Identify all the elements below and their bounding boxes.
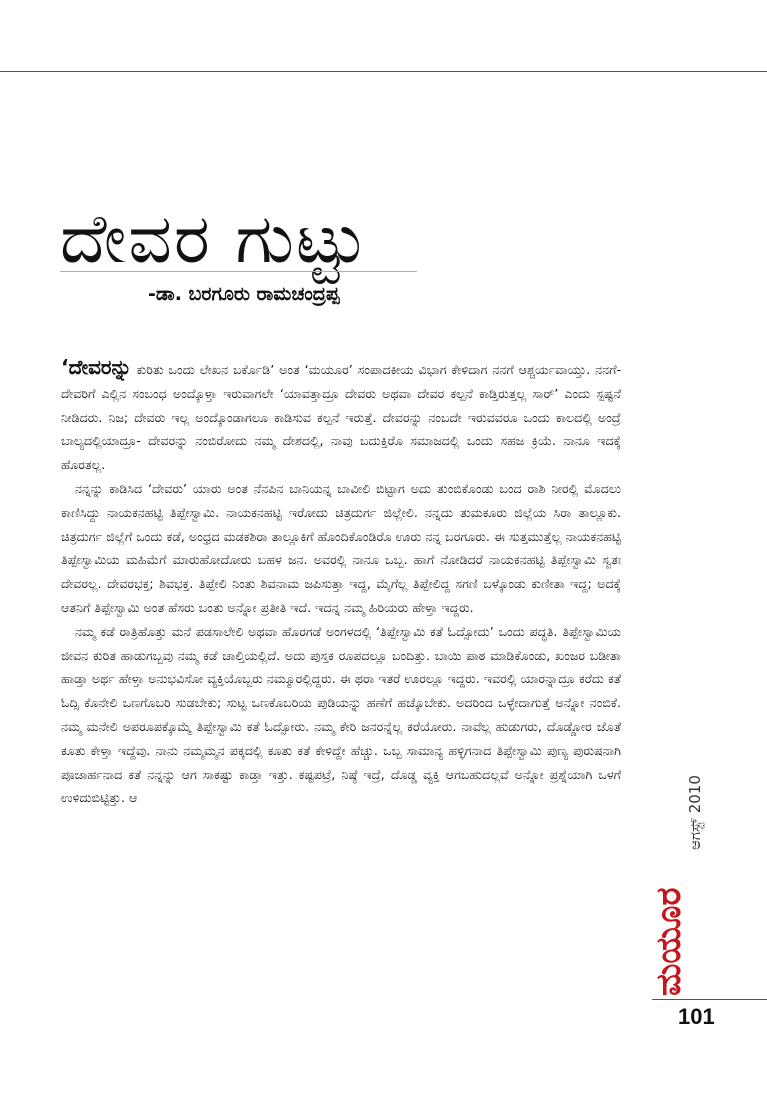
title-divider	[60, 271, 417, 272]
issue-date: ಆಗಸ್ಟ್ 2010	[686, 775, 704, 850]
lead-word: ‘ದೇವರನ್ನು	[61, 355, 132, 379]
paragraph-3: ನಮ್ಮ ಕಡೆ ರಾತ್ರಿಹೊತ್ತು ಮನೆ ಪಡಸಾಲೇಲಿ ಅಥವಾ ಹೊರಗಡೆ ಅಂಗಳದಲ್ಲಿ ‘ತಿಪ್ಪೇಸ್ವಾಮಿ ಕತೆ ಓದ್ಸೋದು’ ಒಂದು ಪದ್ಧತಿ. ತಿಪ್ಪೇಸ್ವಾಮಿಯ ಜೀವನ ಕುರಿತ ಹಾಡುಗಬ್ಬವು ನಮ್ಮ ಕಡೆ ಚಾಲ್ತಿಯಲ್ಲಿದೆ. ಅದು ಪುಸ್ತಕ ರೂಪದಲ್ಲೂ ಬಂದಿತ್ತು. ಬಾಯಿ ಪಾಠ ಮಾಡಿಕೊಂಡು, ಖಂಜರ ಬಡೀತಾ ಹಾಡ್ತಾ ಅರ್ಥ ಹೇಳ್ತಾ ಅನುಭವಿಸೋ ವ್ಯಕ್ತಿಯೊಬ್ಬರು ನಮ್ಮೂರಲ್ಲಿದ್ದರು. ಈ ಥರಾ ಇತರೆ ಊರಲ್ಲೂ ಇದ್ದರು. ಇವರಲ್ಲಿ ಯಾರನ್ನಾದ್ರೂ ಕರೆದು ಕತೆ ಓದ್ಸಿ ಕೊನೇಲಿ ಒಣಗೊಬರಿ ಸುಡಬೇಕು; ಸುಟ್ಟ ಒಣಕೊಬರಿಯ ಪುಡಿಯನ್ನು ಹಣೆಗೆ ಹಚ್ಕೊಬೇಕು. ಅದರಿಂದ ಒಳ್ಳೇದಾಗುತ್ತೆ ಅನ್ನೋ ನಂಬಿಕೆ. ನಮ್ಮ ಮನೇಲಿ ಅಪರೂಪಕ್ಕೊಮ್ಮೆ ತಿಪ್ಪೇಸ್ವಾಮಿ ಕತೆ ಓದ್ಸೋರು. ನಮ್ಮ ಕೇರಿ ಜನರನ್ನೆಲ್ಲ ಕರೆಯೋರು. ನಾವೆಲ್ಲ ಹುಡುಗರು, ದೊಡ್ಡೋರ ಜೊತೆ ಕೂತು ಕೇಳ್ತಾ ಇದ್ದೆವು. ನಾನು ನಮ್ಮಮ್ಮನ ಪಕ್ಕದಲ್ಲಿ ಕೂತು ಕತೆ ಕೇಳಿದ್ದೇ ಹೆಚ್ಚು. ಒಬ್ಬ ಸಾಮಾನ್ಯ ಹಳ್ಳಿಗನಾದ ತಿಪ್ಪೇಸ್ವಾಮಿ ಪುಣ್ಯ ಪುರುಷನಾಗಿ ಪೂಜಾರ್ಹನಾದ ಕತೆ ನನ್ನನ್ನು ಆಗ ಸಾಕಷ್ಟು ಕಾಡ್ತಾ ಇತ್ತು. ಕಷ್ಟಪಟ್ರೆ, ನಿಷ್ಠೆ ಇದ್ರೆ, ದೊಡ್ಡ ವ್ಯಕ್ತಿ ಆಗಬಹುದಲ್ಲವೆ ಅನ್ನೋ ಪ್ರಶ್ನೆಯಾಗಿ ಒಳಗೆ ಉಳಿದುಬಿಟ್ಟಿತ್ತು. ಆ	[61, 623, 621, 806]
paragraph-1	[61, 357, 621, 477]
article-author: -ಡಾ. ಬರಗೂರು ರಾಮಚಂದ್ರಪ್ಪ	[148, 283, 340, 305]
top-rule	[0, 71, 767, 72]
paragraph-2: ನನ್ನನ್ನು ಕಾಡಿಸಿದ ‘ದೇವರು’ ಯಾರು ಅಂತ ನೆನಪಿನ ಬಾನಿಯನ್ನ ಬಾವೀಲಿ ಬಿಟ್ಟಾಗ ಅದು ತುಂಬಿಕೊಂಡು ಬಂದ ರಾಶಿ ನೀರಲ್ಲಿ ಮೊದಲು ಕಾಣಿಸಿದ್ದು ನಾಯಕನಹಟ್ಟಿ ತಿಪ್ಪೇಸ್ವಾಮಿ. ನಾಯಕನಹಟ್ಟಿ ಇರೋದು ಚಿತ್ರದುರ್ಗ ಜಿಲ್ಲೇಲಿ. ನನ್ನದು ತುಮಕೂರು ಜಿಲ್ಲೆಯ ಸಿರಾ ತಾಲ್ಲೂಕು. ಚಿತ್ರದುರ್ಗ ಜಿಲ್ಲೆಗೆ ಒಂದು ಕಡೆ, ಅಂಧ್ರದ ಮಡಕಶಿರಾ ತಾಲ್ಲೂಕಿಗೆ ಹೊಂದಿಕೊಂಡಿರೊ ಊರು ನನ್ನ ಬರಗೂರು. ಈ ಸುತ್ತಮುತ್ತೆಲ್ಲ ನಾಯಕನಹಟ್ಟಿ ತಿಪ್ಪೇಸ್ವಾಮಿಯ ಮಹಿಮೆಗೆ ಮಾರುಹೋದೋರು ಬಹಳ ಜನ. ಅವರಲ್ಲಿ ನಾನೂ ಒಬ್ಬ. ಹಾಗೆ ನೋಡಿದರೆ ನಾಯಕನಹಟ್ಟಿ ತಿಪ್ಪೇಸ್ವಾಮಿ ಸ್ವತಃ ದೇವರಲ್ಲ. ದೇವರಭಕ್ತ; ಶಿವಭಕ್ತ. ತಿಪ್ಪೇಲಿ ನಿಂತು ಶಿವನಾಮ ಜಪಿಸುತ್ತಾ ಇದ್ದ, ಮೈಗೆಲ್ಲ ತಿಪ್ಪೇಲಿದ್ದ ಸಗಣಿ ಬಳ್ಕೊಂಡು ಕುಣೀತಾ ಇದ್ದ; ಅದಕ್ಕೆ ಆತನಿಗೆ ತಿಪ್ಪೇಸ್ವಾಮಿ ಅಂತ ಹೆಸರು ಬಂತು ಅನ್ನೋ ಪ್ರತೀತಿ ಇದೆ. ಇದನ್ನ ನಮ್ಮ ಹಿರಿಯರು ಹೇಳ್ತಾ ಇದ್ದರು.	[61, 480, 621, 615]
footer-rule	[652, 999, 767, 1000]
page-number: 101	[678, 1004, 715, 1029]
article-title: ದೇವರ ಗುಟ್ಟು	[60, 199, 369, 279]
article-body	[61, 357, 621, 810]
magazine-logo: ಮಯೂರ	[649, 887, 689, 996]
paragraph-1-text: ಕುರಿತು ಒಂದು ಲೇಖನ ಬರ್ಕೊಡಿ’ ಅಂತ ‘ಮಯೂರ’ ಸಂಪಾದಕೀಯ ವಿಭಾಗ ಕೇಳಿದಾಗ ನನಗೆ ಆಶ್ಚರ್ಯವಾಯ್ತು. ನನಗೆ-ದೇವರಿಗೆ ಎಲ್ಲಿನ ಸಂಬಂಧ ಅಂದ್ಕೊಳ್ತಾ ಇರುವಾಗಲೇ ‘ಯಾವತ್ತಾದ್ರೂ ದೇವರು ಅಥವಾ ದೇವರ ಕಲ್ಪನೆ ಕಾಡ್ತಿರುತ್ತಲ್ಲ ಸಾರ್’ ಎಂದು ಸ್ಪಷ್ಟನೆ ನೀಡಿದರು. ನಿಜ; ದೇವರು ಇಲ್ಲ ಅಂದ್ಕೊಂಡಾಗಲೂ ಕಾಡಿಸುವ ಕಲ್ಪನೆ ಇರುತ್ತೆ. ದೇವರನ್ನು ನಂಬದೇ ಇರುವವರೂ ಒಂದು ಕಾಲದಲ್ಲಿ ಅಂದ್ರೆ ಬಾಲ್ಯದಲ್ಲಿಯಾದ್ರೂ- ದೇವರನ್ನು ನಂಬಿರೋದು ನಮ್ಮ ದೇಶದಲ್ಲಿ, ನಾವು ಬದುಕ್ತಿರೊ ಸಮಾಜದಲ್ಲಿ ಒಂದು ಸಹಜ ಕ್ರಿಯೆ. ನಾನೂ ಇದಕ್ಕೆ ಹೊರತಲ್ಲ.	[61, 362, 621, 473]
